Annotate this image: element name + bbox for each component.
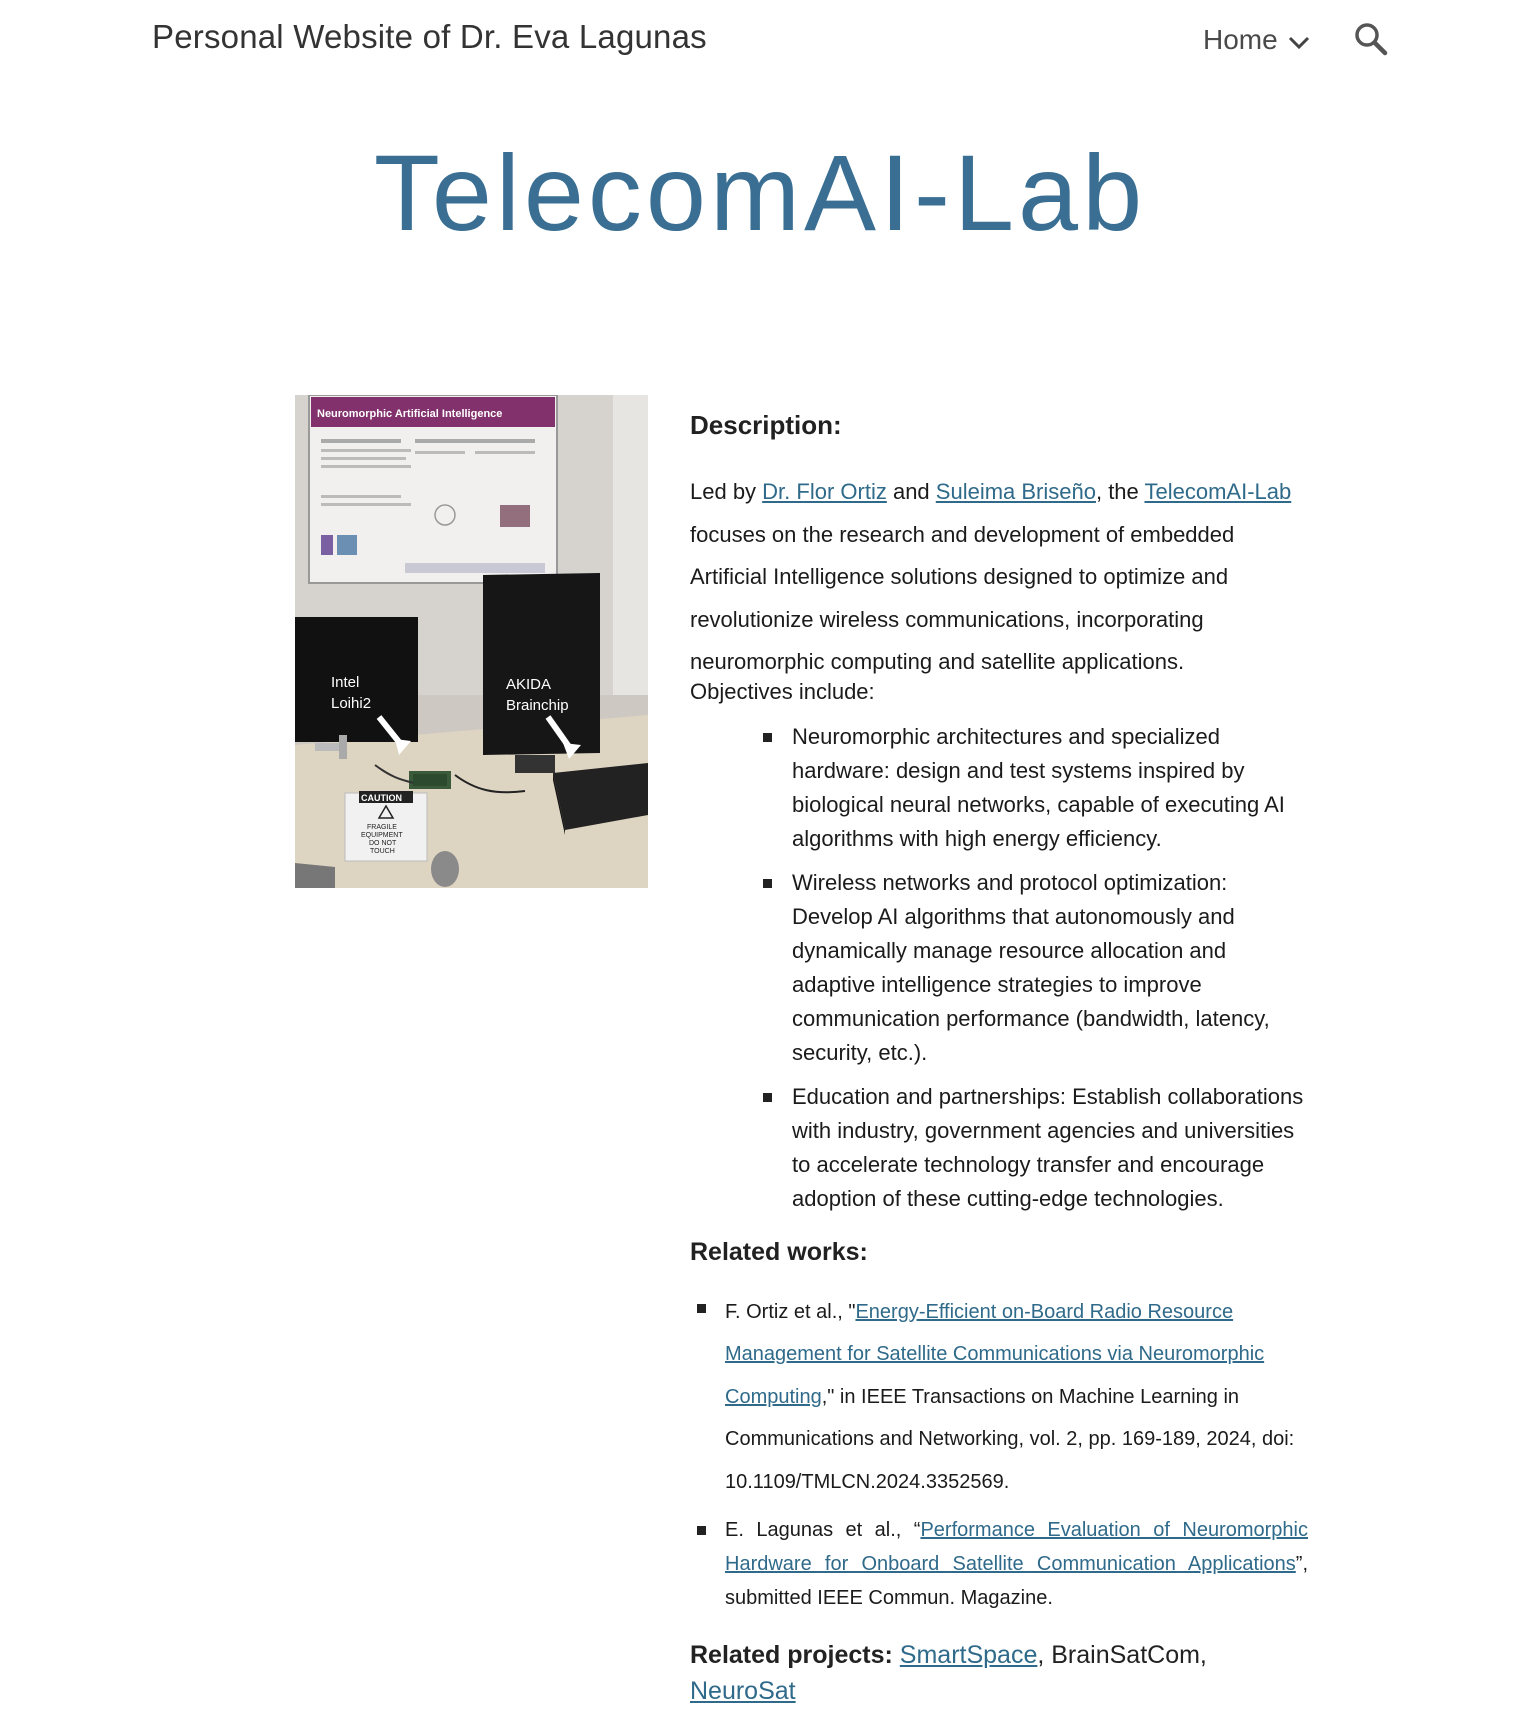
work2-suffix: ”, submitted IEEE Commun. Magazine. (725, 1553, 1308, 1609)
link-neurosat[interactable]: NeuroSat (690, 1677, 796, 1705)
poster-title: Neuromorphic Artificial Intelligence (317, 408, 503, 420)
chevron-down-icon[interactable] (1288, 36, 1310, 50)
list-item: Education and partnerships: Establish collaborations with industry, government agencies and universities to accelerate technology transfer and encourage adoption of these cutting-edge technologies. (792, 1080, 1308, 1216)
label-intel-2: Loihi2 (331, 695, 372, 712)
description-paragraph (690, 471, 1308, 684)
search-icon[interactable] (1354, 22, 1388, 56)
main-content (690, 410, 1308, 1709)
link-flor-ortiz[interactable]: Dr. Flor Ortiz (762, 479, 887, 504)
link-work-1[interactable]: Energy-Efficient on-Board Radio Resource Management for Satellite Communications via Neuromorphic Computing (725, 1300, 1265, 1408)
sign-line-1: FRAGILE (367, 824, 397, 831)
objectives-list (690, 720, 1308, 1216)
the-text: , the (1095, 479, 1145, 504)
nav-home-label[interactable]: Home (1203, 24, 1278, 55)
related-projects (690, 1637, 1308, 1709)
link-suleima-briseno[interactable]: Suleima Briseño (935, 479, 1096, 504)
lab-photo (295, 395, 648, 888)
description-heading: Description: (690, 410, 842, 440)
description-rest: focuses on the research and development of embedded Artificial Intelligence solutions designed to optimize and revolutionize wireless communications, incorporating neuromorphic computing and satellite applications. (690, 521, 1235, 674)
list-item: Neuromorphic architectures and specialized hardware: design and test systems inspired by biological neural networks, capable of executing AI algorithms with high energy efficiency. (792, 720, 1308, 856)
work1-prefix: F. Ortiz et al., " (725, 1300, 856, 1323)
link-telecomai-lab[interactable]: TelecomAI-Lab (1144, 479, 1292, 504)
sign-line-2: EQUIPMENT (361, 832, 403, 839)
page-title: TelecomAI-Lab (373, 132, 1147, 253)
related-works-list (690, 1291, 1308, 1616)
list-item (725, 1513, 1308, 1615)
and-text: and (886, 479, 936, 504)
projects-separator: , BrainSatCom, (1037, 1641, 1207, 1669)
objectives-label: Objectives include: (690, 678, 875, 704)
label-intel-1: Intel (331, 674, 360, 691)
related-works-heading: Related works: (690, 1237, 868, 1266)
work2-prefix: E. Lagunas et al., “ (725, 1519, 921, 1541)
link-smartspace[interactable]: SmartSpace (899, 1641, 1038, 1669)
site-title[interactable]: Personal Website of Dr. Eva Lagunas (152, 18, 707, 55)
nav-home-menu[interactable] (1203, 24, 1310, 56)
link-work-2[interactable]: Performance Evaluation of Neuromorphic Hardware for Onboard Satellite Communication Applications (725, 1519, 1308, 1575)
led-by-text: Led by (690, 479, 763, 504)
list-item (725, 1291, 1308, 1504)
work1-suffix: ," in IEEE Transactions on Machine Learning in Communications and Networking, vol. 2, pp. 169-189, 2024, doi: 10.1109/TMLCN.2024.3352569. (725, 1385, 1295, 1493)
label-akida-2: Brainchip (506, 697, 569, 714)
caution-sign: CAUTION (361, 793, 402, 803)
sign-line-4: TOUCH (370, 848, 395, 855)
list-item: Wireless networks and protocol optimization: Develop AI algorithms that autonomously and dynamically manage resource allocation and adaptive intelligence strategies to improve communication performance (bandwidth, latency, security, etc.). (792, 866, 1308, 1070)
sign-line-3: DO NOT (369, 840, 397, 847)
related-projects-label: Related projects: (690, 1641, 893, 1669)
label-akida-1: AKIDA (506, 676, 552, 693)
